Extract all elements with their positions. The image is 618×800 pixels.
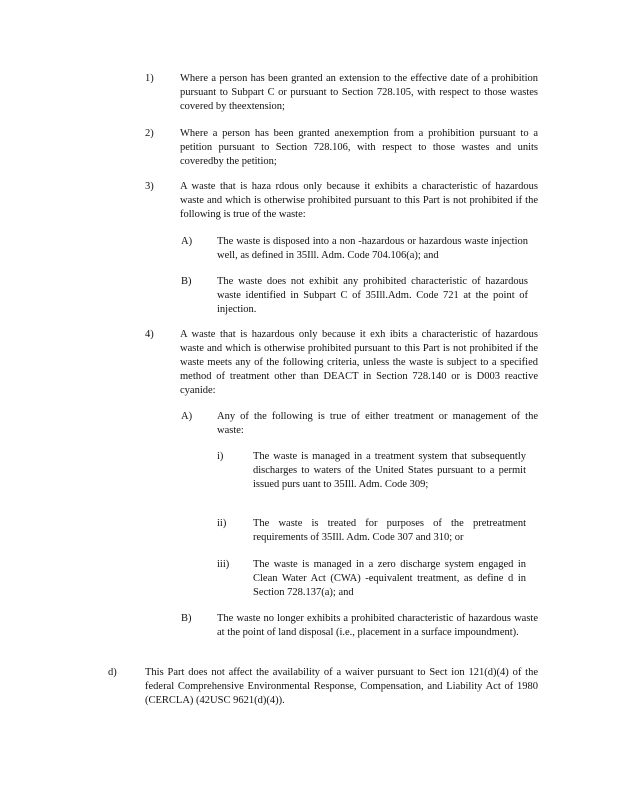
clause-4a-ii [217,517,526,545]
clause-4a-iii [217,558,526,600]
subparagraph-text: Any of the following is true of either treatment or management of the waste: [217,411,538,436]
paragraph-text: A waste that is hazardous only because it exh ibits a characteristic of hazardous waste and which is otherwise prohibited pursuant to this Part is not prohibited if the waste meets any of the following criteria, unless the waste is subject to a specified method of treatment other than DEACT in Section 728.140 or is D003 reactive cyanide: [180,329,538,396]
paragraph-2 [145,127,538,169]
paragraph-marker: 3) [145,181,154,192]
clause-text: The waste is treated for purposes of the pretreatment requirements of 35Ill. Adm. Code 307 and 310; or [253,518,526,543]
subparagraph-text: The waste no longer exhibits a prohibited characteristic of hazardous waste at the point of land disposal (i.e., placement in a surface impoundment). [217,613,538,638]
clause-text: The waste is managed in a treatment system that subsequently discharges to waters of the United States pursuant to a permit issued purs uant to 35Ill. Adm. Code 309; [253,451,526,490]
paragraph-text: A waste that is haza rdous only because it exhibits a characteristic of hazardous waste and which is otherwise prohibited pursuant to this Part is not prohibited if the following is true of the waste: [180,181,538,220]
subparagraph-3a [181,235,528,263]
paragraph-marker: 4) [145,329,154,340]
paragraph-4 [145,328,538,398]
clause-text: The waste is managed in a zero discharge system engaged in Clean Water Act (CWA) -equivalent treatment, as define d in Section 728.137(a); and [253,559,526,598]
subparagraph-4b [181,612,538,640]
subparagraph-text: The waste is disposed into a non -hazardous or hazardous waste injection well, as defined in 35Ill. Adm. Code 704.106(a); and [217,236,528,261]
clause-marker: ii) [217,518,227,529]
paragraph-text: Where a person has been granted an extension to the effective date of a prohibition pursuant to Subpart C or pursuant to Section 728.105, with respect to those wastes covered by theextension; [180,73,538,112]
subparagraph-4a [181,410,538,438]
subparagraph-marker: B) [181,276,192,287]
subparagraph-marker: A) [181,411,193,422]
subparagraph-marker: A) [181,236,193,247]
paragraph-text: This Part does not affect the availability of a waiver pursuant to Sect ion 121(d)(4) of the federal Comprehensive Environmental Response, Compensation, and Liability Act of 1980 (CERCLA) (42USC 9621(d)(4)). [145,667,538,706]
paragraph-marker: d) [108,667,117,678]
paragraph-marker: 2) [145,128,154,139]
paragraph-1 [145,72,538,114]
paragraph-d [108,666,538,708]
subparagraph-text: The waste does not exhibit any prohibited characteristic of hazardous waste identified in Subpart C of 35Ill.Adm. Code 721 at the point of injection. [217,276,528,315]
subparagraph-marker: B) [181,613,192,624]
clause-4a-i [217,450,526,492]
paragraph-3 [145,180,538,222]
clause-marker: iii) [217,559,230,570]
paragraph-marker: 1) [145,73,154,84]
paragraph-text: Where a person has been granted anexemption from a prohibition pursuant to a petition pursuant to Section 728.106, with respect to those wastes and units coveredby the petition; [180,128,538,167]
subparagraph-3b [181,275,528,317]
clause-marker: i) [217,451,224,462]
